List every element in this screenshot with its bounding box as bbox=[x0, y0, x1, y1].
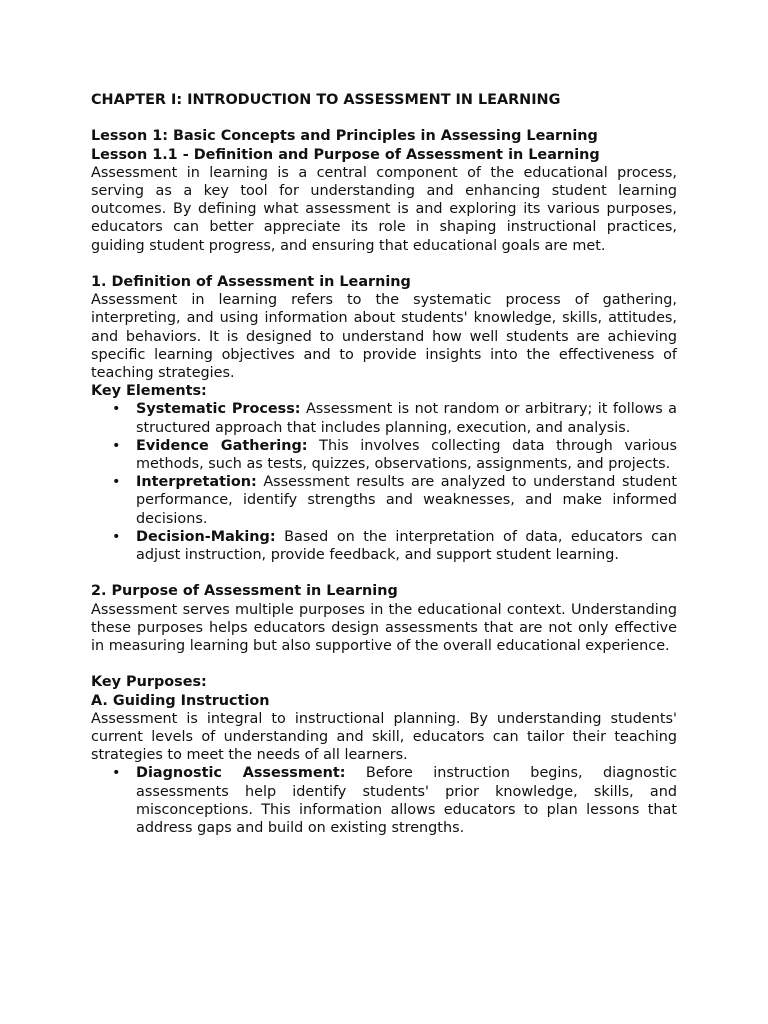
section-heading-purpose: 2. Purpose of Assessment in Learning bbox=[91, 583, 398, 600]
guiding-instruction-list bbox=[91, 764, 677, 837]
list-item-term: Interpretation: bbox=[136, 474, 257, 491]
key-elements-list bbox=[91, 400, 677, 564]
list-item-text: Based on the interpretation of data, educators can adjust instruction, provide feedback, and support student learning. bbox=[136, 528, 677, 564]
chapter-title: CHAPTER I: INTRODUCTION TO ASSESSMENT IN LEARNING bbox=[91, 92, 561, 108]
lesson-subtitle: Lesson 1.1 - Definition and Purpose of Assessment in Learning bbox=[91, 146, 600, 163]
list-item-text: Assessment results are analyzed to understand student performance, identify strengths and weaknesses, and make informed decisions. bbox=[136, 474, 677, 527]
list-item bbox=[91, 400, 677, 436]
bullet-icon: • bbox=[112, 437, 121, 454]
list-item bbox=[91, 764, 677, 837]
list-item bbox=[91, 437, 677, 473]
list-item-text: Before instruction begins, diagnostic assessments help identify students' prior knowledge, skills, and misconceptions. This information allows educators to plan lessons that address gaps and build on existing strengths. bbox=[136, 765, 678, 837]
key-elements-label: Key Elements: bbox=[91, 383, 207, 400]
spacer bbox=[91, 564, 677, 582]
spacer bbox=[91, 255, 677, 273]
purpose-paragraph: Assessment serves multiple purposes in the educational context. Understanding these purposes helps educators design assessments that are not only effective in measuring learning but also supportive of the overall educational experience. bbox=[91, 601, 677, 655]
intro-paragraph: Assessment in learning is a central component of the educational process, serving as a key tool for understanding and enhancing student learning outcomes. By defining what assessment is and exploring its various purposes, educators can better appreciate its role in shaping instructional practices, guiding student progress, and ensuring that educational goals are met. bbox=[91, 164, 677, 254]
guiding-instruction-paragraph: Assessment is integral to instructional planning. By understanding students' current levels of understanding and skill, educators can tailor their teaching strategies to meet the needs of all learners. bbox=[91, 710, 677, 764]
list-item-term: Decision-Making: bbox=[136, 528, 276, 545]
list-item bbox=[91, 528, 677, 564]
bullet-icon: • bbox=[112, 765, 121, 782]
list-item bbox=[91, 473, 677, 528]
bullet-icon: • bbox=[112, 401, 121, 418]
list-item-text: Assessment is not random or arbitrary; it follows a structured approach that includes planning, execution, and analysis. bbox=[136, 401, 677, 436]
list-item-term: Systematic Process: bbox=[136, 401, 301, 418]
definition-paragraph: Assessment in learning refers to the systematic process of gathering, interpreting, and using information about students' knowledge, skills, attitudes, and behaviors. It is designed to understand how well students are achieving specific learning objectives and to provide insights into the effectiveness of teaching strategies. bbox=[91, 292, 677, 382]
bullet-icon: • bbox=[112, 528, 121, 545]
subheading-guiding-instruction: A. Guiding Instruction bbox=[91, 692, 270, 709]
section-heading-definition: 1. Definition of Assessment in Learning bbox=[91, 274, 411, 290]
document-page bbox=[91, 91, 677, 837]
list-item-text: This involves collecting data through various methods, such as tests, quizzes, observations, assignments, and projects. bbox=[136, 437, 677, 473]
lesson-title: Lesson 1: Basic Concepts and Principles in Assessing Learning bbox=[91, 128, 598, 145]
bullet-icon: • bbox=[112, 474, 121, 491]
key-purposes-label: Key Purposes: bbox=[91, 674, 207, 691]
spacer bbox=[91, 655, 677, 673]
list-item-term: Evidence Gathering: bbox=[136, 437, 308, 454]
list-item-term: Diagnostic Assessment: bbox=[136, 765, 346, 782]
